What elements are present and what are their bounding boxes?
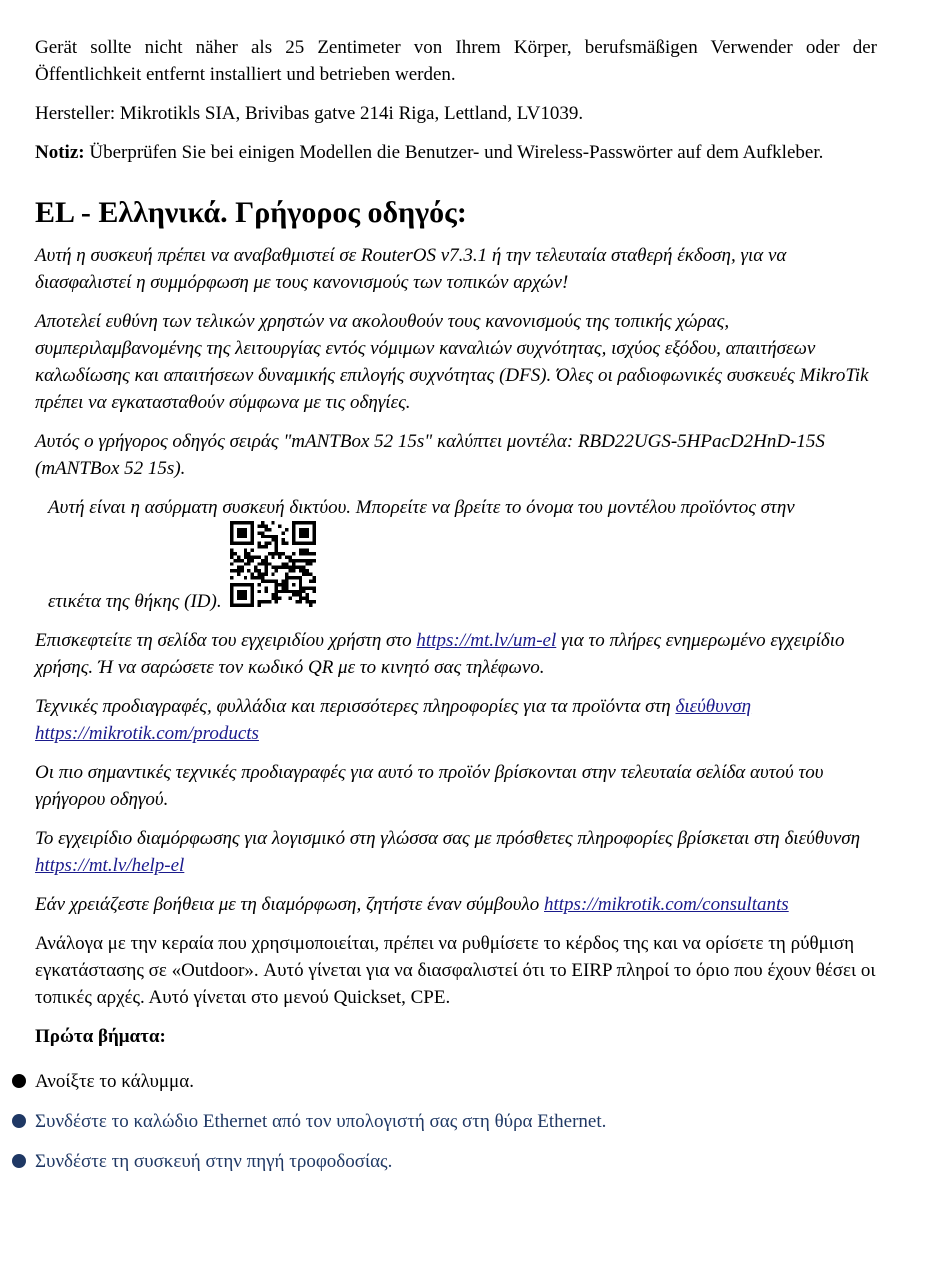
el-first-steps-heading xyxy=(35,1023,877,1050)
el-config-paragraph xyxy=(35,825,877,879)
de-note xyxy=(35,139,877,166)
de-note-text: Überprüfen Sie bei einigen Modellen die Benutzer- und Wireless-Passwörter auf dem Aufkleber. xyxy=(84,142,824,163)
el-products-paragraph xyxy=(35,693,877,747)
first-steps-label: Πρώτα βήματα: xyxy=(35,1026,166,1047)
products-link[interactable]: https://mikrotik.com/products xyxy=(35,723,259,744)
el-device-line2: ετικέτα της θήκης (ID). xyxy=(48,591,222,612)
de-installation-paragraph: Gerät sollte nicht näher als 25 Zentimeter von Ihrem Körper, berufsmäßigen Verwender oder der Öffentlichkeit entfernt installiert und betrieben werden. xyxy=(35,37,877,85)
list-item xyxy=(0,1068,900,1108)
el-manual-text-after: για το πλήρες ενημερωμένο εγχειρίδιο χρήσης. Ή να σαρώσετε τον κωδικό QR με το κινητό σας τηλέφωνο. xyxy=(35,630,845,678)
consultants-link[interactable]: https://mikrotik.com/consultants xyxy=(544,894,789,915)
address-link[interactable]: διεύθυνση xyxy=(675,696,752,717)
bullet-icon xyxy=(12,1114,26,1128)
el-consultant-text: Εάν χρειάζεστε βοήθεια με τη διαμόρφωση, ζητήστε έναν σύμβουλο xyxy=(35,894,544,915)
el-products-text: Τεχνικές προδιαγραφές, φυλλάδια και περισσότερες πληροφορίες για τα προϊόντα στη xyxy=(35,696,676,717)
step-text: Συνδέστε το καλώδιο Ethernet από τον υπολογιστή σας στη θύρα Ethernet. xyxy=(35,1111,607,1132)
help-link[interactable]: https://mt.lv/help-el xyxy=(35,855,185,876)
el-manual-paragraph xyxy=(35,627,877,681)
el-device-line1: Αυτή είναι η ασύρματη συσκευή δικτύου. Μπορείτε να βρείτε το όνομα του μοντέλου προϊόντος στην xyxy=(48,497,795,518)
el-specs-paragraph: Οι πιο σημαντικές τεχνικές προδιαγραφές για αυτό το προϊόν βρίσκονται στην τελευταία σελίδα αυτού του γρήγορου οδηγού. xyxy=(35,762,824,810)
el-config-text: Το εγχειρίδιο διαμόρφωσης για λογισμικό στη γλώσσα σας με πρόσθετες πληροφορίες βρίσκεται στη διεύθυνση xyxy=(35,828,861,849)
user-manual-link[interactable]: https://mt.lv/um-el xyxy=(416,630,557,651)
el-antenna-paragraph: Ανάλογα με την κεραία που χρησιμοποιείται, πρέπει να ρυθμίσετε το κέρδος της και να ορίσετε τη ρύθμιση εγκατάστασης σε «Outdoor». Αυτό γίνεται για να διασφαλιστεί ότι το EIRP πληροί το όριο που έχουν θέσει οι τοπικές αρχές. Αυτό γίνεται στο μενού Quickset, CPE. xyxy=(35,933,876,1008)
de-note-label: Notiz: xyxy=(35,142,85,163)
step-text: Συνδέστε τη συσκευή στην πηγή τροφοδοσίας. xyxy=(35,1151,393,1172)
el-device-paragraph xyxy=(35,494,877,615)
qr-code-icon xyxy=(230,521,316,607)
bullet-icon xyxy=(12,1074,26,1088)
el-consultant-paragraph xyxy=(35,891,877,918)
bullet-icon xyxy=(12,1154,26,1168)
el-regulations-paragraph: Αποτελεί ευθύνη των τελικών χρηστών να ακολουθούν τους κανονισμούς της τοπικής χώρας, συμπεριλαμβανομένης της λειτουργίας εντός νόμιμων καναλιών συχνότητας, ισχύος εξόδου, απαιτήσεων καλωδίωσης και απαιτήσεων δυναμικής επιλογής συχνότητας (DFS). Όλες οι ραδιοφωνικές συσκευές MikroTik πρέπει να εγκατασταθούν σύμφωνα με τις οδηγίες. xyxy=(35,311,869,413)
el-models-paragraph: Αυτός ο γρήγορος οδηγός σειράς "mANTBox 52 15s" καλύπτει μοντέλα: RBD22UGS-5HPacD2HnD-15S (mANTBox 52 15s). xyxy=(35,431,825,479)
document-page xyxy=(35,34,877,1050)
list-item xyxy=(0,1148,900,1188)
step-text: Ανοίξτε το κάλυμμα. xyxy=(35,1071,194,1092)
el-manual-text-before: Επισκεφτείτε τη σελίδα του εγχειριδίου χρήστη στο xyxy=(35,630,417,651)
first-steps-list xyxy=(0,1068,900,1188)
el-section-heading: EL - Ελληνικά. Γρήγορος οδηγός: xyxy=(35,196,467,229)
list-item xyxy=(0,1108,900,1148)
de-manufacturer: Hersteller: Mikrotikls SIA, Brivibas gatve 214i Riga, Lettland, LV1039. xyxy=(35,103,584,124)
el-upgrade-paragraph: Αυτή η συσκευή πρέπει να αναβαθμιστεί σε RouterOS v7.3.1 ή την τελευταία σταθερή έκδοση, για να διασφαλιστεί η συμμόρφωση με τους κανονισμούς των τοπικών αρχών! xyxy=(35,245,787,293)
